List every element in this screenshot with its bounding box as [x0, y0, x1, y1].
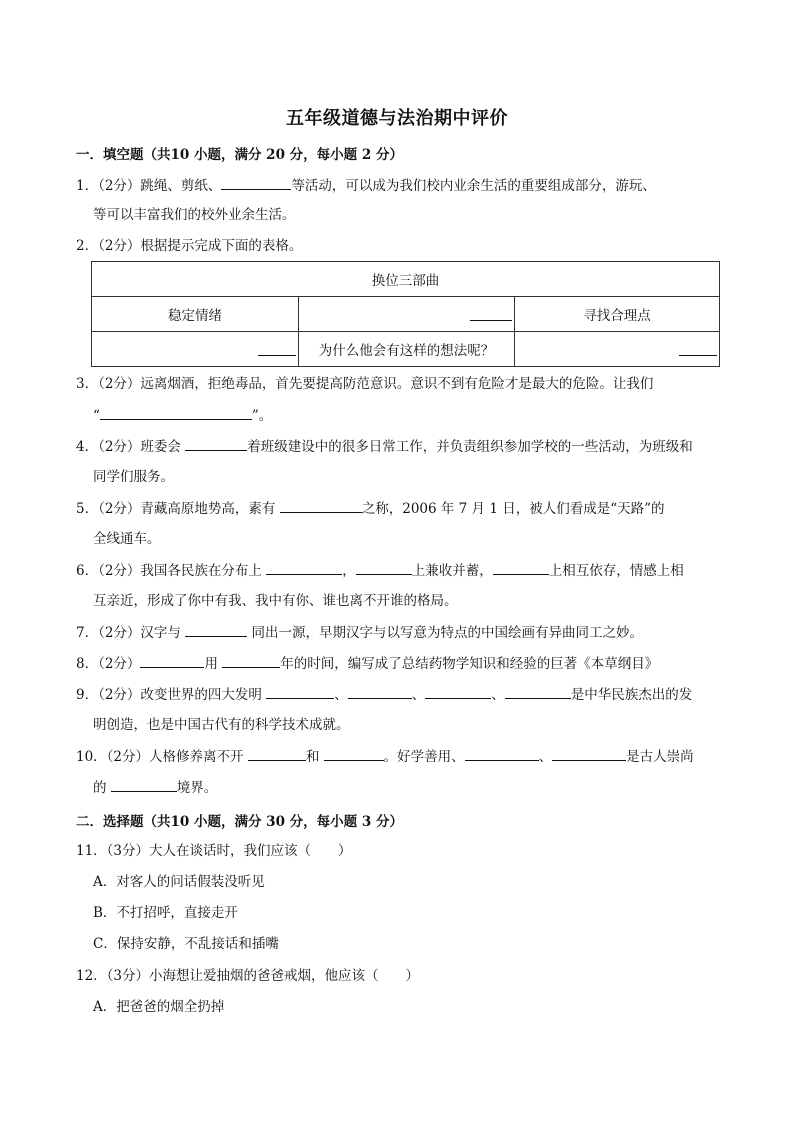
question-8-line — [76, 653, 658, 674]
question-1-line-1 — [76, 175, 656, 196]
q10-text-f: 境界。 — [176, 780, 218, 796]
q5-blank-1[interactable] — [280, 498, 362, 513]
q11-option-a[interactable] — [93, 872, 265, 892]
q10-text-b: 和 — [305, 749, 324, 765]
q9-sep-2: 、 — [411, 687, 426, 703]
q9-blank-1[interactable] — [266, 684, 334, 699]
q6-text-e: 互亲近，形成了你中有我、我中有你、谁也离不开谁的格局。 — [93, 593, 458, 609]
q9-blank-4[interactable] — [505, 684, 571, 699]
q9-sep-3: 、 — [491, 687, 505, 703]
q7-text-b: 同出一源，早期汉字与以写意为特点的中国绘画有异曲同工之妙。 — [247, 625, 644, 641]
q1-text-c: 等可以丰富我们的校外业余生活。 — [93, 207, 296, 223]
q11-option-b[interactable] — [93, 903, 238, 923]
table-cell-find-reason: 寻找合理点 — [515, 297, 720, 332]
q9-text-c: 明创造，也是中国古代有的科学技术成就。 — [93, 717, 350, 733]
question-5-line-1 — [76, 498, 665, 519]
table-cell-blank-1[interactable] — [299, 297, 515, 332]
q10-text-a: 10．（2分）人格修养离不开 — [76, 749, 248, 765]
q12-stem-text: 12．（3分）小海想让爱抽烟的爸爸戒烟，他应该（ ） — [76, 968, 420, 984]
table-cell-why: 为什么他会有这样的想法呢？ — [299, 332, 515, 367]
section-fill-in-heading: 一．填空题（共10 小题，满分 20 分，每小题 2 分） — [76, 147, 403, 163]
q4-text-c: 同学们服务。 — [93, 469, 174, 485]
perspective-table — [91, 261, 720, 367]
table-cell-blank-3[interactable] — [515, 332, 720, 367]
q8-text-b: 用 — [204, 656, 223, 672]
q6-text-d: 上相互依存，情感上相 — [548, 563, 684, 579]
q4-blank-1[interactable] — [185, 436, 247, 451]
question-5-line-2 — [93, 529, 161, 549]
q9-sep-1: 、 — [334, 687, 348, 703]
q1-blank-1[interactable] — [221, 175, 291, 190]
q8-text-a: 8．（2分） — [76, 656, 141, 672]
question-10-line-1 — [76, 746, 694, 767]
q11-option-c[interactable] — [93, 934, 279, 954]
q4-text-a: 4．（2分）班委会 — [76, 439, 186, 455]
q1-text-b: 等活动，可以成为我们校内业余生活的重要组成部分，游玩、 — [291, 178, 656, 194]
question-4-line-1 — [76, 436, 693, 457]
question-3-line-2 — [93, 405, 272, 426]
q2-text: 2．（2分）根据提示完成下面的表格。 — [76, 238, 303, 254]
q10-text-d: 是古人崇尚 — [626, 749, 694, 765]
question-2-line — [76, 236, 302, 256]
section-choice-heading: 二．选择题（共10 小题，满分 30 分，每小题 3 分） — [76, 814, 403, 830]
q9-text-a: 9．（2分）改变世界的四大发明 — [76, 687, 267, 703]
q7-blank-1[interactable] — [185, 622, 247, 637]
question-11-stem — [76, 841, 352, 861]
table-blank-2[interactable] — [258, 341, 296, 356]
q10-blank-3[interactable] — [465, 746, 539, 761]
q6-blank-1[interactable] — [266, 560, 342, 575]
q6-blank-2[interactable] — [356, 560, 412, 575]
q9-blank-2[interactable] — [348, 684, 412, 699]
question-4-line-2 — [93, 467, 174, 487]
q12-option-a-text: A．把爸爸的烟全扔掉 — [93, 999, 225, 1015]
q4-text-b: 着班级建设中的很多日常工作，并负责组织参加学校的一些活动，为班级和 — [247, 439, 693, 455]
page-title: 五年级道德与法治期中评价 — [286, 108, 508, 129]
question-7-line — [76, 622, 643, 643]
q3-text-b: “ — [93, 408, 100, 424]
q6-text-b: ， — [342, 563, 356, 579]
q11-option-c-text: C．保持安静，不乱接话和插嘴 — [93, 936, 279, 952]
question-6-line-1 — [76, 560, 684, 581]
table-blank-1[interactable] — [470, 306, 512, 321]
question-9-line-2 — [93, 715, 350, 735]
q1-text-a: 1．（2分）跳绳、剪纸、 — [76, 178, 222, 194]
q10-blank-5[interactable] — [111, 777, 177, 792]
question-3-line-1 — [76, 374, 653, 394]
q11-stem-text: 11．（3分）大人在谈话时，我们应该（ ） — [76, 843, 352, 859]
q7-text-a: 7．（2分）汉字与 — [76, 625, 186, 641]
q10-blank-1[interactable] — [248, 746, 306, 761]
q10-text-e: 的 — [93, 780, 111, 796]
q12-option-a[interactable] — [93, 997, 224, 1017]
table-header: 换位三部曲 — [92, 262, 720, 297]
q9-blank-3[interactable] — [425, 684, 491, 699]
question-1-line-2 — [93, 205, 296, 225]
question-9-line-1 — [76, 684, 692, 705]
q3-blank-1[interactable] — [100, 405, 252, 420]
question-12-stem — [76, 966, 419, 986]
q3-text-c: ”。 — [251, 408, 273, 424]
q8-text-c: 年的时间，编写成了总结药物学知识和经验的巨著《本草纲目》 — [280, 656, 659, 672]
q6-blank-3[interactable] — [493, 560, 549, 575]
q11-option-a-text: A．对客人的问话假装没听见 — [93, 874, 265, 890]
q10-sep-1: 、 — [538, 749, 553, 765]
q8-blank-2[interactable] — [222, 653, 280, 668]
q3-text-a: 3．（2分）远离烟酒，拒绝毒品，首先要提高防范意识。意识不到有危险才是最大的危险。让我们 — [76, 376, 654, 392]
q9-text-b: 是中华民族杰出的发 — [570, 687, 693, 703]
question-6-line-2 — [93, 591, 458, 611]
q6-text-a: 6．（2分）我国各民族在分布上 — [76, 563, 267, 579]
q10-blank-4[interactable] — [552, 746, 626, 761]
q10-text-c: 。好学善用、 — [383, 749, 465, 765]
q10-blank-2[interactable] — [324, 746, 384, 761]
question-10-line-2 — [93, 777, 217, 798]
table-cell-stabilize: 稳定情绪 — [92, 297, 299, 332]
q11-option-b-text: B．不打招呼，直接走开 — [93, 905, 238, 921]
q5-text-c: 全线通车。 — [93, 531, 161, 547]
q6-text-c: 上兼收并蓄， — [411, 563, 493, 579]
q5-text-a: 5．（2分）青藏高原地势高，素有 — [76, 501, 280, 517]
q5-text-b: 之称，2006 年 7 月 1 日，被人们看成是“天路”的 — [361, 501, 665, 517]
table-cell-blank-2[interactable] — [92, 332, 299, 367]
q8-blank-1[interactable] — [140, 653, 204, 668]
table-blank-3[interactable] — [679, 341, 717, 356]
